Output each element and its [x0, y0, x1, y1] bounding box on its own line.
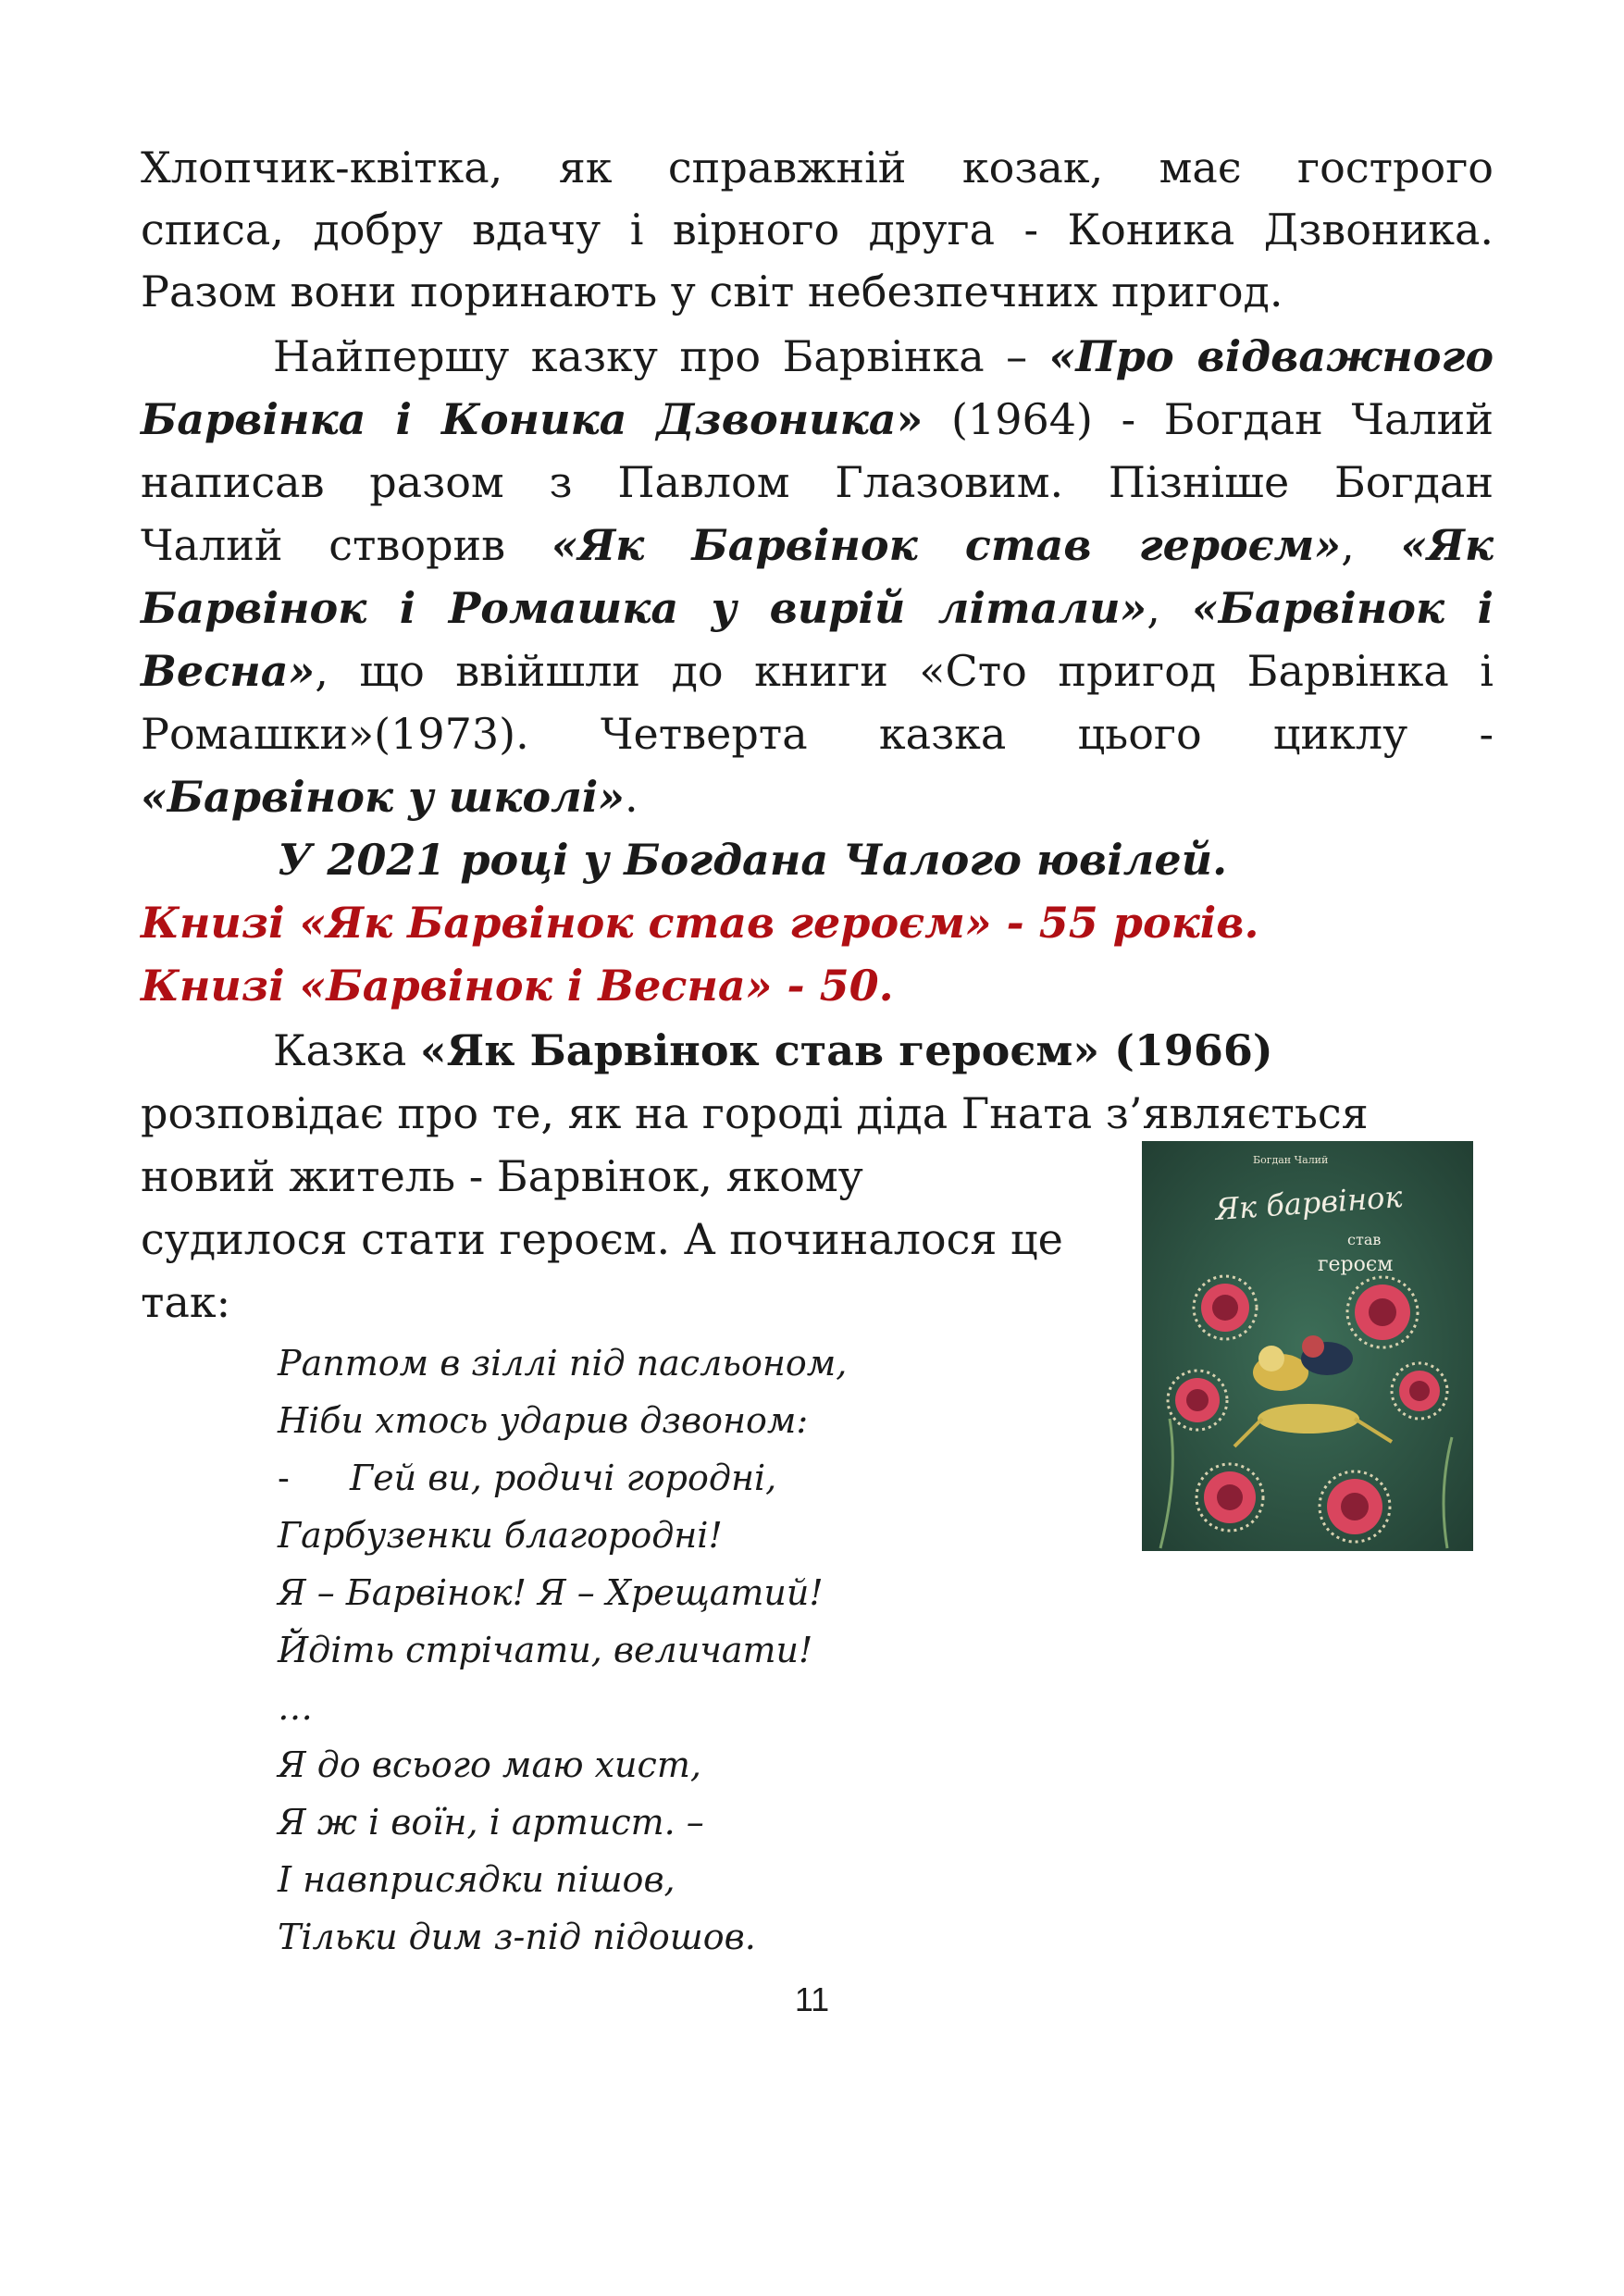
paragraph-3-line-4: судилося стати героєм. А починалося це — [141, 1214, 1063, 1264]
poem-line-10: Тільки дим з-під підошов. — [278, 1917, 756, 1957]
poem-line-4: Гарбузенки благородні! — [278, 1515, 723, 1556]
paragraph-1-line-1: Хлопчик-квітка, як справжній козак, має гострого — [141, 143, 1494, 192]
book-title: «Барвінок і — [1192, 583, 1494, 633]
flower-icon — [1196, 1464, 1263, 1531]
page-number: 11 — [794, 1980, 830, 2018]
paragraph-2-line-2 — [141, 389, 1494, 450]
anniversary-line-2: Книзі «Барвінок і Весна» - 50. — [141, 961, 894, 1011]
paragraph-2-line-4 — [141, 515, 1494, 576]
text: Чалий створив — [141, 520, 552, 570]
book-title: «Як Барвінок став героєм» (1966) — [419, 1025, 1273, 1075]
paragraph-2-line-1 — [273, 326, 1494, 387]
poem-line-8: Я ж і воїн, і артист. – — [278, 1802, 704, 1843]
text: Найпершу казку про Барвінка – — [273, 331, 1049, 381]
paragraph-3-line-1 — [273, 1020, 1273, 1081]
poem-line-5: Я – Барвінок! Я – Хрещатий! — [278, 1572, 824, 1613]
paragraph-1-line-2: списа, добру вдачу і вірного друга - Коника Дзвоника. — [141, 205, 1494, 254]
book-title: «Як — [1400, 520, 1494, 570]
book-title: «Барвінок у школі» — [141, 772, 625, 822]
anniversary-line-1: Книзі «Як Барвінок став героєм» - 55 років. — [141, 898, 1259, 948]
poem-line-1: Раптом в зіллі під пасльоном, — [278, 1343, 848, 1384]
paragraph-2-line-8 — [141, 766, 1494, 827]
text: Казка — [273, 1025, 420, 1075]
separator: , — [1147, 583, 1192, 633]
cover-title-line-2: став — [1347, 1231, 1382, 1248]
text: (1964) - Богдан Чалий — [923, 394, 1494, 444]
book-title: «Про відважного — [1048, 331, 1494, 381]
poem-line-2: Ніби хтось ударив дзвоном: — [278, 1400, 809, 1441]
book-title: Барвінка і Коника Дзвоника — [141, 394, 897, 444]
paragraph-2-line-7: Ромашки»(1973). Четверта казка цього циклу - — [141, 709, 1494, 759]
paragraph-3-line-5: так: — [141, 1277, 231, 1327]
poem-line-3 — [278, 1449, 776, 1507]
separator: , — [1341, 520, 1401, 570]
paragraph-2-line-6 — [141, 640, 1494, 701]
poem-line-9: І навприсядки пішов, — [278, 1859, 676, 1900]
paragraph-1-line-3: Разом вони поринають у світ небезпечних пригод. — [141, 267, 1283, 316]
paragraph-3-line-3: новий житель - Барвінок, якому — [141, 1151, 863, 1201]
dialogue-dash: - — [278, 1458, 290, 1498]
cover-title-line-3: героєм — [1318, 1253, 1394, 1276]
paragraph-2-line-3: написав разом з Павлом Глазовим. Пізніше Богдан — [141, 457, 1494, 507]
text: . — [624, 772, 638, 822]
book-cover-image — [1142, 1141, 1473, 1551]
book-cover-illustration — [1142, 1141, 1473, 1551]
book-title: «Як Барвінок став героєм» — [551, 520, 1342, 570]
poem-text: Гей ви, родичі городні, — [350, 1458, 777, 1498]
paragraph-2-line-5 — [141, 577, 1494, 639]
poem-ellipsis: … — [278, 1687, 313, 1728]
quote-mark: » — [896, 394, 924, 444]
cover-author: Богдан Чалий — [1253, 1154, 1329, 1166]
paragraph-3-line-2: розповідає про те, як на городі діда Гната з’являється — [141, 1088, 1369, 1138]
jubilee-heading: У 2021 році у Богдана Чалого ювілей. — [278, 835, 1228, 885]
poem-line-6: Йдіть стрічати, величати! — [278, 1630, 813, 1670]
cover-title-line-1: Як барвінок — [1213, 1178, 1404, 1227]
book-title: Барвінок і Ромашка у вирій літали» — [141, 583, 1147, 633]
poem-line-7: Я до всього маю хист, — [278, 1744, 701, 1785]
book-title: Весна» — [141, 646, 316, 696]
text: , що ввійшли до книги «Сто пригод Барвінка і — [315, 646, 1494, 696]
